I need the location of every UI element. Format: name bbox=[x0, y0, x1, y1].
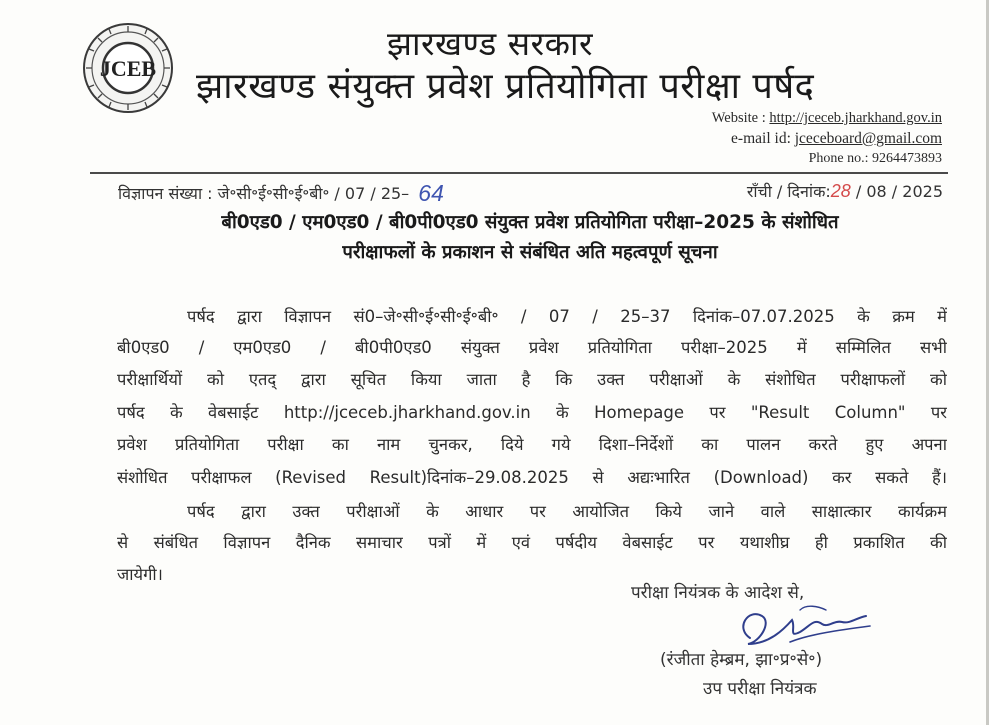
body-line: बी0एड0 / एम0एड0 / बी0पी0एड0 संयुक्त प्रवेश प्रतियोगिता परीक्षा–2025 में सम्मिलित सभी bbox=[117, 337, 947, 357]
email-label: e-mail id: bbox=[731, 130, 795, 147]
advertisement-label: विज्ञापन संख्या : जे॰सी॰ई॰सी॰ई॰बी॰ / 07 / 25– bbox=[118, 184, 415, 203]
website-label: Website : bbox=[711, 110, 770, 126]
jceb-logo bbox=[82, 22, 174, 114]
subject-line-2: परीक्षाफलों के प्रकाशन से संबंधित अति महत्वपूर्ण सूचना bbox=[342, 242, 718, 263]
signatory-name: (रंजीता हेम्ब्रम, झा॰प्र॰से॰) bbox=[660, 650, 823, 670]
logo-text: JCEB bbox=[99, 56, 157, 81]
website-line bbox=[712, 110, 942, 127]
government-title: झारखण्ड सरकार bbox=[387, 24, 593, 63]
date-suffix: / 08 / 2025 bbox=[850, 182, 943, 201]
handwritten-number: 64 bbox=[418, 180, 444, 206]
header-divider bbox=[90, 172, 948, 174]
body-line: पर्षद द्वारा उक्त परीक्षाओं के आधार पर आयोजित किये जाने वाले साक्षात्कार कार्यक्रम bbox=[187, 501, 947, 521]
subject-line-1: बी0एड0 / एम0एड0 / बी0पी0एड0 संयुक्त प्रवेश प्रतियोगिता परीक्षा–2025 के संशोधित bbox=[221, 212, 839, 233]
advertisement-number bbox=[118, 180, 444, 207]
body-line: प्रवेश प्रतियोगिता परीक्षा का नाम चुनकर, दिये गये दिशा–निर्देशों का पालन करते हुए अपना bbox=[117, 434, 947, 454]
body-line: संशोधित परीक्षाफल (Revised Result)दिनांक–29.08.2025 से अद्यःभारित (Download) कर सकते हैं। bbox=[117, 467, 947, 487]
notice-date bbox=[747, 180, 943, 202]
body-line: परीक्षार्थियों को एतद् द्वारा सूचित किया जाता है कि उक्त परीक्षाओं के संशोधित परीक्षाफलों को bbox=[117, 369, 947, 389]
body-line: पर्षद द्वारा विज्ञापन सं0–जे॰सी॰ई॰सी॰ई॰बी॰ / 07 / 25–37 दिनांक–07.07.2025 के क्रम में bbox=[187, 306, 947, 326]
board-title: झारखण्ड संयुक्त प्रवेश प्रतियोगिता परीक्षा पर्षद bbox=[196, 66, 815, 107]
handwritten-day: 28 bbox=[830, 181, 851, 201]
body-line: पर्षद के वेबसाईट http://jceceb.jharkhand.gov.in के Homepage पर "Result Column" पर bbox=[117, 402, 947, 422]
email-link[interactable]: jceceboard@gmail.com bbox=[794, 130, 942, 147]
body-line: जायेगी। bbox=[117, 564, 163, 584]
date-prefix: राँची / दिनांक: bbox=[746, 182, 831, 201]
body-line: से संबंधित विज्ञापन दैनिक समाचार पत्रों में एवं पर्षदीय वेबसाईट पर यथाशीघ्र ही प्रकाशित की bbox=[117, 532, 947, 552]
signatory-designation: उप परीक्षा नियंत्रक bbox=[703, 679, 817, 699]
phone-line: Phone no.: 9264473893 bbox=[808, 151, 942, 166]
signature-order-line: परीक्षा नियंत्रक के आदेश से, bbox=[631, 583, 805, 603]
email-line bbox=[731, 130, 942, 148]
website-link[interactable]: http://jceceb.jharkhand.gov.in bbox=[769, 110, 942, 126]
notice-subject bbox=[100, 208, 960, 268]
